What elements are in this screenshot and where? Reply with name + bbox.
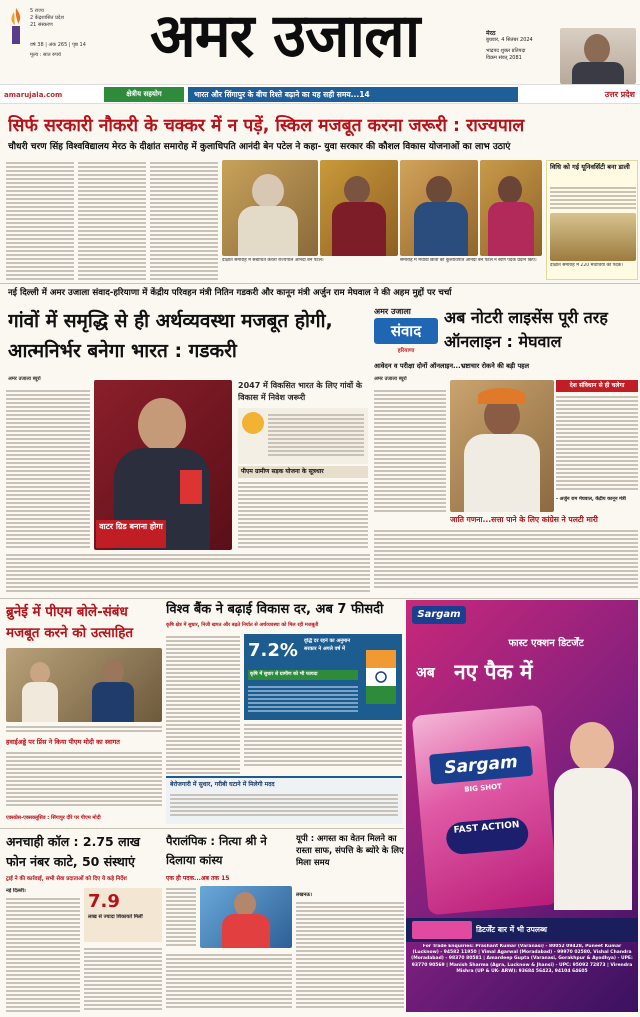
paralympic-headline[interactable]: पैरालंपिक : नित्या श्री ने दिलाया कांस्य	[166, 834, 267, 867]
medal-photo-1	[320, 160, 398, 256]
side-box	[546, 160, 638, 280]
samvad-strip[interactable]: नई दिल्ली में अमर उजाला संवाद-हरियाणा में केंद्रीय परिवहन मंत्री नितिन गडकरी और कानून मंत्री अर्जुन राम मेघवाल ने की अहम मुद्दों पर चर्चा	[8, 288, 452, 298]
gadkari-quote-box	[238, 408, 368, 464]
gadkari-body-col3	[238, 480, 368, 548]
medal-photo-3	[480, 160, 542, 256]
samvad-logo	[374, 306, 438, 358]
lead-body-col3	[150, 160, 218, 280]
ad-pack-image	[412, 705, 559, 916]
worldbank-subhead: कृषि क्षेत्र में सुधार, निजी खपत और बढ़ते निर्यात से अर्थव्यवस्था को मिल रही मजबूती	[166, 622, 319, 628]
sargam-ad[interactable]	[406, 600, 638, 1012]
ticker-label[interactable]: क्षेत्रीय सहयोग	[104, 87, 184, 102]
ticker-bar	[0, 84, 640, 104]
ad-model-photo	[546, 706, 636, 910]
ad-now: अब	[416, 665, 435, 681]
gadkari-photo-caption: वाटर ग्रिड बनाना होगा	[96, 520, 166, 548]
nuisance-stat-box	[84, 888, 162, 942]
volume-info: वर्ष 38 | अंक 265 | पृष्ठ 14	[30, 42, 86, 48]
ad-enquiries: For Trade Enquiries: Prashant Kumar (Varanasi) - 80052 09428, Puneet Kumar (Lucknow) - 94582 11950 | Vimal Agarwal (Moradabad) - 99970 02580, Vishal Chandra (Moradabad) - 98370 80581 | Amardeep Gupta (Varanasi, Gorakhpur & Ayodhya) - UPE: 93770 90569 | Manish Sharma (Agra, Lucknow & Jhansi) - UPC: 95092 72873 | Virendra Mishra (UP & UK- ARW): 93684 56423, 94104 64605	[411, 944, 633, 974]
brunei-jump[interactable]: एक्सप्रेस-एक्सक्लूसिव : सिंगापुर दौरे पर पीएम मोदी	[6, 815, 101, 821]
gadkari-scheme: पीएम ग्रामीण सड़क योजना के सूत्रधार	[238, 466, 368, 478]
caption-medals: समारोह में मेधावी छात्रों को कुलाधिपति आनंदी बेन पटेल ने स्वर्ण पदक प्रदान किए।	[400, 258, 537, 263]
nuisance-stat-value: 7.9	[88, 891, 120, 912]
worldbank-stat-box	[244, 634, 402, 720]
brunei-subhead[interactable]: हवाईअड्डे पर प्रिंस ने किया पीएम मोदी का स्वागत	[6, 738, 120, 746]
divider	[0, 828, 404, 829]
ad-bar-strip	[406, 918, 638, 942]
ad-fast-action: FAST ACTION	[445, 816, 529, 855]
ad-new-pack: नए पैक में	[454, 660, 533, 684]
samvad-brand: अमर उजाला	[374, 307, 411, 316]
nuisance-stat-text: लाख से ज्यादा शिकायतें मिलीं	[88, 914, 143, 920]
jaishankar-photo	[560, 28, 636, 84]
meghwal-body-col1	[374, 388, 446, 512]
caption-governor: दीक्षांत समारोह में संबोधित करतीं राज्यपाल आनंदी बेन पटेल।	[222, 258, 324, 263]
worldbank-body-col1	[166, 634, 240, 774]
hindu-calendar: भाद्रपद शुक्ल प्रतिपदा	[486, 48, 526, 54]
side-box-photo	[550, 213, 636, 261]
masthead-title: अमर उजाला	[150, 1, 420, 71]
side-box-caption: दीक्षांत समारोह में 220 मेधावियों को पदक।	[550, 263, 623, 268]
lead-body-col2	[78, 160, 146, 280]
meghwal-inline-head[interactable]: जाति गणना...सत्ता पाने के लिए कांग्रेस ने पलटी मारी	[450, 515, 598, 524]
governor-photo	[222, 160, 318, 256]
torch-logo-icon	[6, 6, 26, 46]
brunei-body	[6, 750, 162, 812]
issue-date: बुधवार, 4 सितंबर 2024	[486, 37, 533, 43]
edition-city: मेरठ	[486, 30, 496, 37]
ad-product-name: Sargam	[429, 746, 533, 785]
meghwal-body-bottom	[374, 528, 638, 594]
worldbank-box-head: बेरोजगारी में सुधार, गरीबी घटाने में मिलेगी मदद	[170, 781, 275, 788]
brunei-headline[interactable]: ब्रुनेई में पीएम बोले-संबंध मजबूत करने को उत्साहित	[6, 604, 134, 641]
masthead	[0, 0, 640, 84]
meghwal-tag: देश संविधान से ही चलेगा	[556, 380, 638, 392]
site-url[interactable]: amarujala.com	[4, 91, 63, 99]
divider	[0, 283, 640, 284]
lead-body-col1	[6, 160, 74, 280]
gadkari-body-bottom	[6, 552, 370, 596]
nuisance-subhead: ट्राई ने की कार्रवाई, सभी सेवा प्रदाताओं को दिए ये कड़े निर्देश	[6, 876, 127, 882]
lead-subhead: चौधरी चरण सिंह विश्वविद्यालय मेरठ के दीक्षांत समारोह में कुलाधिपति आनंदी बेन पटेल ने कहा- युवा सरकार की कौशल विकास योजनाओं का लाभ उठाएं	[8, 142, 511, 152]
meghwal-quote-body	[556, 394, 638, 494]
paralympic-body	[166, 952, 292, 1012]
yupi-body	[296, 900, 404, 1012]
india-map-graphic-icon	[362, 642, 400, 712]
worldbank-stat-sub: कृषि में सुधार से ग्रामीण को भी फायदा	[248, 670, 358, 680]
gadkari-quote: 2047 में विकसित भारत के लिए गांवों के विकास में निवेश जरूरी	[238, 381, 363, 402]
yupi-byline: लखनऊ।	[296, 892, 313, 898]
ad-top-text: फास्ट एक्शन डिटर्जेंट	[508, 638, 584, 649]
tagline-1: 5 राज्य	[30, 8, 44, 14]
nuisance-body-col2	[84, 946, 162, 1012]
meghwal-photo	[450, 380, 554, 512]
samvad-name: संवाद	[374, 318, 438, 344]
ad-product-variant: BIG SHOT	[463, 782, 503, 794]
worldbank-stat-value: 7.2%	[248, 640, 298, 661]
nuisance-byline: नई दिल्ली।	[6, 888, 26, 894]
paralympic-photo	[200, 886, 292, 948]
worldbank-stat-text: वृद्धि दर रहने का अनुमान सरकार ने अगले वर्ष में	[304, 638, 350, 652]
tagline-2: 2 केंद्रशासित प्रदेश	[30, 15, 64, 21]
meghwal-byline: अमर उजाला ब्यूरो	[374, 376, 407, 382]
nuisance-headline[interactable]: अनचाही कॉल : 2.75 लाख फोन नंबर काटे, 50 संस्थाएं	[6, 834, 141, 869]
vikram-samvat: विक्रम संवत् 2081	[486, 55, 522, 61]
meghwal-headline[interactable]: अब नोटरी लाइसेंस पूरी तरह ऑनलाइन : मेघवाल	[444, 308, 608, 351]
worldbank-body-col2	[244, 722, 402, 774]
paralympic-body-left	[166, 886, 196, 948]
side-box-title[interactable]: विधि को गई यूनिवर्सिटी बना डाली	[550, 163, 630, 171]
nuisance-body-col1	[6, 896, 80, 1012]
ad-brand-logo: Sargam	[412, 606, 466, 624]
lead-headline[interactable]: सिर्फ सरकारी नौकरी के चक्कर में न पड़ें, स्किल मजबूत करना जरूरी : राज्यपाल	[8, 116, 525, 136]
worldbank-headline[interactable]: विश्व बैंक ने बढ़ाई विकास दर, अब 7 फीसदी	[166, 602, 384, 617]
price: मूल्य : सात रुपये	[30, 52, 61, 58]
yupi-headline[interactable]: यूपी : अगस्त का वेतन मिलने का रास्ता साफ, संपत्ति के ब्योरे के लिए मिला समय	[296, 833, 404, 867]
samvad-sub: हरियाणा	[397, 348, 415, 354]
region-label[interactable]: उत्तर प्रदेश	[604, 90, 635, 99]
worldbank-box	[166, 776, 402, 824]
ticker-headline[interactable]: भारत और सिंगापुर के बीच रिश्ते बढ़ाने का यह सही समय...14	[188, 87, 518, 102]
ad-bar-text: डिटर्जेंट बार में भी उपलब्ध	[476, 925, 547, 934]
paralympic-subhead: एक ही पदक...अब तक 15	[166, 875, 230, 882]
gadkari-byline: अमर उजाला ब्यूरो	[8, 376, 41, 382]
gadkari-body-col1	[6, 388, 90, 548]
tagline-3: 21 संस्करण	[30, 22, 53, 28]
brunei-caption	[6, 724, 162, 734]
gadkari-headline[interactable]: गांवों में समृद्धि से ही अर्थव्यवस्था मजबूत होगी, आत्मनिर्भर बनेगा भारत : गडकरी	[8, 310, 333, 362]
brunei-photo	[6, 648, 162, 722]
meghwal-subhead: आवेदन व परीक्षा दोनों ऑनलाइन...भ्रष्टाचार रोकने की बड़ी पहल	[374, 362, 530, 370]
medal-photo-2	[400, 160, 478, 256]
meghwal-quote-by: - अर्जुन राम मेघवाल, केंद्रीय कानून मंत्री	[556, 497, 626, 502]
divider	[0, 598, 640, 599]
